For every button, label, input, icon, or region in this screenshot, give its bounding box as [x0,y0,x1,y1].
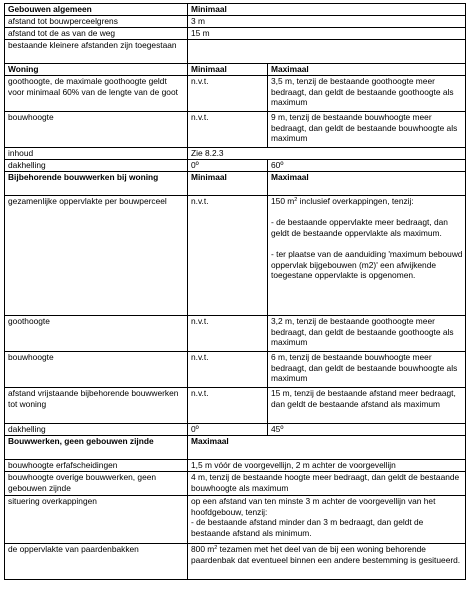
area-value: 150 m [271,196,295,206]
min-cell: n.v.t. [188,388,268,424]
label-cell: goothoogte, de maximale goothoogte geldt voor minimaal 60% van de lengte van de goot [5,76,188,112]
column-header-minimaal: Minimaal [188,172,268,196]
value-cell [188,544,466,580]
value-cell: 3 m [188,16,466,28]
section-heading-cell: Bouwwerken, geen gebouwen zijnde [5,436,188,460]
min-cell: n.v.t. [188,112,268,148]
column-header-maximaal: Maximaal [268,64,466,76]
label-cell: bouwhoogte overige bouwwerken, geen gebouwen zijnde [5,472,188,496]
column-header-minimaal: Minimaal [188,4,466,16]
min-cell: n.v.t. [188,196,268,316]
square-superscript: 2 [294,197,298,203]
label-cell: de oppervlakte van paardenbakken [5,544,188,580]
area-condition: tezamen met het deel van de bij een woning behorende paardenbak dat eventueel binnen een andere bestemming is gesitueerd. [191,544,461,565]
table-row [5,316,466,352]
label-cell: dakhelling [5,424,188,436]
table-row [5,76,466,112]
table-row [5,436,466,460]
label-cell: bestaande kleinere afstanden zijn toegestaan [5,40,188,64]
table-row [5,40,466,64]
column-header-maximaal: Maximaal [188,436,466,460]
table-row [5,424,466,436]
situering-rule: op een afstand van ten minste 3 m achter de voorgevellijn van het hoofdgebouw, tenzij: [191,496,436,517]
table-row [5,172,466,196]
min-cell: n.v.t. [188,352,268,388]
table-row [5,496,466,544]
square-superscript: 2 [214,545,218,551]
label-cell: dakhelling [5,160,188,172]
max-cell: 60º [268,160,466,172]
section-heading-cell: Woning [5,64,188,76]
table-row [5,472,466,496]
area-value: 800 m [191,544,215,554]
label-cell: bouwhoogte [5,352,188,388]
label-cell: afstand tot bouwperceelgrens [5,16,188,28]
table-row [5,196,466,316]
table-row [5,460,466,472]
value-cell: Zie 8.2.3 [188,148,466,160]
table-row [5,160,466,172]
section-heading-cell: Bijbehorende bouwwerken bij woning [5,172,188,196]
situering-exception: - de bestaande afstand minder dan 3 m bedraagt, dan geldt de bestaande afstand als minimum. [191,517,424,538]
max-cell: 9 m, tenzij de bestaande bouwhoogte meer bedraagt, dan geldt de bestaande bouwhoogte als maximum [268,112,466,148]
table-row [5,112,466,148]
table-row [5,64,466,76]
column-header-maximaal: Maximaal [268,172,466,196]
label-cell: inhoud [5,148,188,160]
label-cell: goothoogte [5,316,188,352]
min-cell: n.v.t. [188,76,268,112]
min-cell: n.v.t. [188,316,268,352]
exception-designation: - ter plaatse van de aanduiding 'maximum bebouwd oppervlak bijgebouwen (m2)' een afwijkende toegestane oppervlakte is opgenomen. [271,248,463,281]
min-cell: 0º [188,160,268,172]
area-condition: inclusief overkappingen, tenzij: [297,196,414,206]
column-header-minimaal: Minimaal [188,64,268,76]
label-cell: afstand vrijstaande bijbehorende bouwwerken tot woning [5,388,188,424]
max-cell: 3,5 m, tenzij de bestaande goothoogte meer bedraagt, dan geldt de bestaande goothoogte als maximum [268,76,466,112]
label-cell: bouwhoogte [5,112,188,148]
label-cell: situering overkappingen [5,496,188,544]
max-cell [268,196,466,316]
label-cell: bouwhoogte erfafscheidingen [5,460,188,472]
value-cell [188,496,466,544]
area-limit-line [271,196,463,207]
section-heading-cell: Gebouwen algemeen [5,4,188,16]
table-row [5,148,466,160]
table-row [5,544,466,580]
label-cell: afstand tot de as van de weg [5,28,188,40]
table-row [5,4,466,16]
exception-existing: - de bestaande oppervlakte meer bedraagt, dan geldt de bestaande oppervlakte als maximum. [271,217,448,238]
table-row [5,388,466,424]
table-row [5,28,466,40]
requirements-table [4,3,466,580]
label-cell: gezamenlijke oppervlakte per bouwperceel [5,196,188,316]
table-row [5,352,466,388]
min-cell: 0º [188,424,268,436]
max-cell: 15 m, tenzij de bestaande afstand meer bedraagt, dan geldt de bestaande afstand als maximum [268,388,466,424]
empty-cell [188,40,466,64]
max-cell: 45º [268,424,466,436]
value-cell: 4 m, tenzij de bestaande hoogte meer bedraagt, dan geldt de bestaande bouwhoogte als maximum [188,472,466,496]
max-cell: 3,2 m, tenzij de bestaande goothoogte meer bedraagt, dan geldt de bestaande goothoogte als maximum [268,316,466,352]
table-row [5,16,466,28]
value-cell: 1,5 m vóór de voorgevellijn, 2 m achter de voorgevellijn [188,460,466,472]
max-cell: 6 m, tenzij de bestaande bouwhoogte meer bedraagt, dan geldt de bestaande bouwhoogte als maximum [268,352,466,388]
value-cell: 15 m [188,28,466,40]
